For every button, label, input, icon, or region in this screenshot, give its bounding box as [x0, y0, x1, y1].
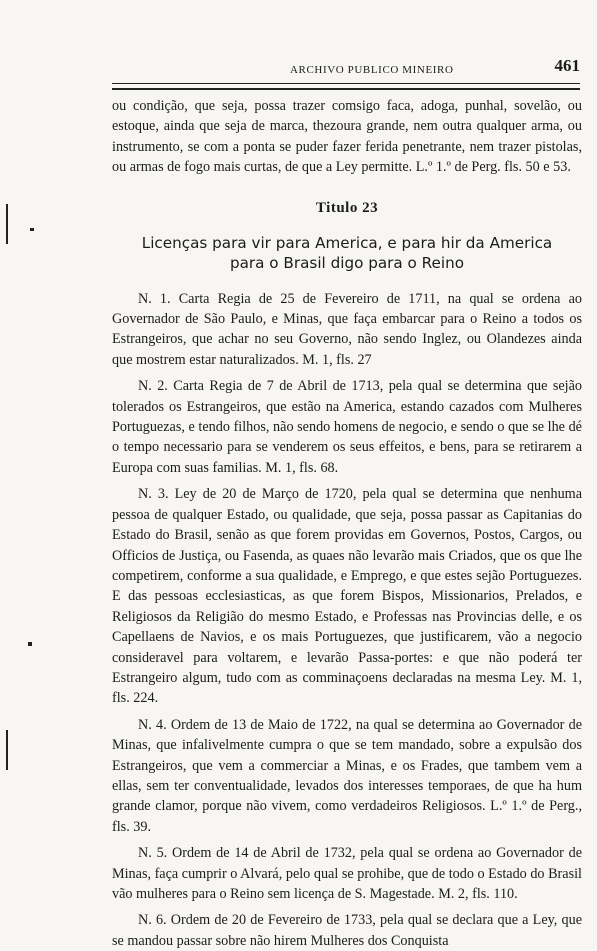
margin-mark: [28, 642, 32, 646]
entry-paragraph: N. 5. Ordem de 14 de Abril de 1732, pela qual se ordena ao Governador de Minas, faça cumprir o Alvará, pelo qual se prohibe, que de todo o Estado do Brasil vão mulheres para o Reino sem licença de S. Magestade. M. 2, fls. 110.: [112, 845, 582, 902]
page-header: [112, 56, 580, 82]
section-heading-line-1: Licenças para vir para America, e para hir da America: [141, 233, 553, 252]
section-heading: [112, 233, 582, 273]
section-heading-line-2: para o Brasil digo para o Reino: [229, 253, 464, 272]
page-body: [112, 96, 582, 951]
entry-paragraph: N. 1. Carta Regia de 25 de Fevereiro de 1711, na qual se ordena ao Governador de São Paulo, e Minas, que faça embarcar para o Reino a todos os Estrangeiros, que achar no seu Governo, não sendo Inglez, ou Olandezes ainda que mostrem estar naturalizados. M. 1, fls. 27: [112, 290, 582, 368]
running-title: ARCHIVO PUBLICO MINEIRO: [290, 64, 454, 76]
margin-mark: [6, 204, 8, 244]
entry-paragraph: N. 6. Ordem de 20 de Fevereiro de 1733, pela qual se declara que a Ley, que se mandou passar sobre não hirem Mulheres dos Conquista: [112, 912, 582, 949]
title-number: Titulo 23: [315, 199, 379, 216]
header-rule-thin: [112, 83, 580, 84]
entry-paragraph: N. 4. Ordem de 13 de Maio de 1722, na qual se determina ao Governador de Minas, que infalivelmente cumpra o que se tem mandado, sobre a expulsão dos Estrangeiros, que vem a commerciar a Minas, e os Frades, que tambem vem a ellas, sem ter conventualidade, levados dos interesses temporaes, de que ha hum grande clamor, porque não vivem, como verdadeiros Religiosos. L.º 1.º de Perg., fls. 39.: [112, 716, 582, 835]
entry-paragraph: N. 2. Carta Regia de 7 de Abril de 1713, pela qual se determina que sejão tolerados os Estrangeiros, que estão na America, estando cazados com Mulheres Portuguezas, e tendo filhos, não sendo homens de negocio, e sendo o que se lhe dé o tempo necessario para se venderem os seus effeitos, e bens, para se retirarem a Europa com suas familias. M. 1, fls. 68.: [112, 378, 582, 476]
header-rule-thick: [112, 88, 580, 90]
margin-mark: [6, 730, 8, 770]
intro-paragraph: ou condição, que seja, possa trazer comsigo faca, adoga, punhal, sovelão, ou estoque, ainda que seja de marca, thezoura grande, nem outra qualquer arma, ou instrumento, se com a ponta se puder fazer ferida penetrante, nem trazer pistolas, ou armas de fogo mais curtas, de que a Ley permitte. L.º 1.º de Perg. fls. 50 e 53.: [112, 98, 582, 176]
entry-paragraph: N. 3. Ley de 20 de Março de 1720, pela qual se determina que nenhuma pessoa de qualquer Estado, ou qualidade, que seja, possa passar as Capitanias do Estado do Brasil, senão as que forem providas em Governos, Postos, Cargos, ou Officios de Justiça, ou Fasenda, as quaes não levarão mais Criados, que os que lhe competirem, conforme a sua qualidade, e Emprego, e que estes sejão Portuguezes. E das pessoas ecclesiasticas, as que forem Bispos, Missionarios, Prelados, e Religiosos da Religião do mesmo Estado, e Professas nas Provincias delle, e os Capellaens de Navios, e os mais Portuguezes, que justificarem, vão a negocio consideravel para voltarem, e levarão Passa-portes: e que não poderá ter Estrangeiro algum, tudo com as comminaçoens declaradas na mesma Ley. M. 1, fls. 224.: [112, 486, 582, 707]
margin-mark: [30, 228, 34, 231]
page-number: 461: [554, 56, 580, 75]
